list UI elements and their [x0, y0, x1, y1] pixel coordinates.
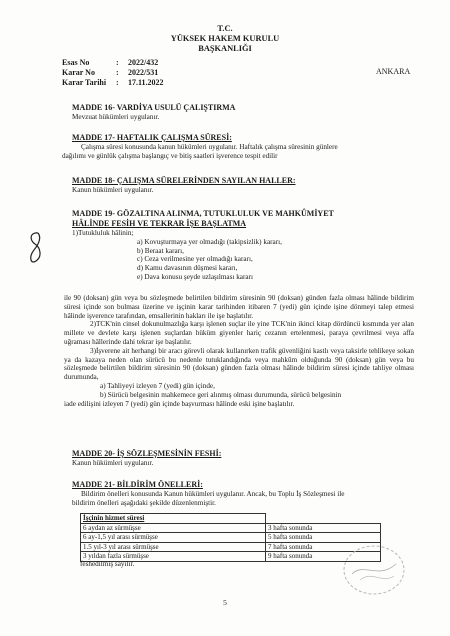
city: ANKARA: [376, 67, 411, 76]
article-19-para3-b2: iade edilişini izleyen 7 (yedi) gün içinde başvurması hâlinde eski işine başlatılır.: [64, 399, 295, 408]
article-17: [62, 133, 408, 161]
article-21-line2: bildirim önelleri aşağıdaki şekilde düzenlenmiştir.: [72, 498, 216, 507]
article-18-title: MADDE 18- ÇALIŞMA SÜRELERİNDEN SAYILAN HALLER:: [72, 176, 296, 185]
header-institution: YÜKSEK HAKEM KURULU: [170, 34, 280, 43]
article-19-body: [64, 294, 414, 408]
table-header-row: [81, 514, 381, 524]
article-20: [72, 449, 408, 468]
article-19-para2: 2)TCK'nin cinsel dokunulmazlığa karşı işlenen suçlar ile yine TCK'nin ikinci kitap dördüncü kısmında yer alan millete ve devlete karşı işlenen suçlardan hüküm giyenler hariç cezanın ertelenmesi, paraya çevrilmesi veya affa uğraması hâllerinde dahi tekrar işe başlatılır.: [64, 320, 414, 346]
article-19-item-c: c) Ceza verilmesine yer olmadığı kararı,: [137, 255, 253, 264]
stamp-icon: [338, 540, 410, 600]
article-17-line1: Çalışma süresi konusunda kanun hükümleri uygulanır. Haftalık çalışma süresinin günlere: [81, 143, 338, 151]
article-19-para3-a: a) Tahliyeyi izleyen 7 (yedi) gün içinde,: [100, 381, 215, 390]
article-19-item-b: b) Beraat kararı,: [137, 246, 184, 255]
table-header: İşçinin hizmet süresi: [81, 514, 266, 524]
page-number: 5: [223, 598, 227, 607]
article-20-text: Kanun hükümleri uygulanır.: [72, 459, 154, 467]
article-17-title: MADDE 17- HAFTALIK ÇALIŞMA SÜRESİ:: [72, 133, 232, 142]
article-19-item-a: a) Kovuşturmaya yer olmadığı (takipsizlik) kararı,: [137, 237, 282, 246]
article-21-line1: Bildirim önelleri konusunda Kanun hükümleri uygulanır. Ancak, bu Toplu İş Sözleşmesi ile: [81, 490, 345, 498]
article-16-title: MADDE 16- VARDİYA USULÜ ÇALIŞTIRMA: [72, 103, 236, 112]
article-18-text: Kanun hükümleri uygulanır.: [72, 186, 154, 194]
article-19: [72, 209, 408, 282]
header-tc: T.C.: [217, 24, 233, 33]
article-19-item-d: d) Kamu davasının düşmesi kararı,: [137, 264, 238, 273]
esas-value: 2022/432: [128, 58, 159, 67]
article-19-sub1: 1)Tutukluluk hâlinin;: [72, 229, 134, 237]
article-19-title-1: MADDE 19- GÖZALTINA ALINMA, TUTUKLULUK VE MAHKÛMİYET: [72, 209, 334, 218]
article-16: [72, 103, 408, 122]
case-meta: Esas No : 2022/432 Karar No : 2022/531 Karar Tarihi : 17.11.2022: [62, 58, 164, 87]
article-19-para3-b1: b) Sürücü belgesinin mahkemece geri alınmış olması durumunda, sürücü belgesinin: [100, 390, 342, 399]
handwritten-mark-icon: [26, 230, 46, 266]
article-19-title-2: HÂLİNDE FESİH VE TEKRAR İŞE BAŞLATMA: [72, 219, 247, 228]
article-20-title: MADDE 20- İŞ SÖZLEŞMESİNİN FESHİ:: [72, 449, 222, 458]
table-row: 3 yıldan fazla sürmüşse 9 hafta sonunda: [81, 552, 381, 562]
article-19-para3: 3)İşverene ait herhangi bir aracı görevli olarak kullanırken trafik güvenliğini kastlı veya taksirle tehlikeye sokan ya da kazaya neden olan sürücü bu nedenle tutuklandığında veya mahkûm olduğunda 90 (doksan) gün veya bu sözleşmede belirtilen bildirim süresinin 90 (doksan) günden fazla olması hâlinde bildirim süresi içinde tahliye olması durumunda,: [64, 346, 414, 382]
article-19-para1: ile 90 (doksan) gün veya bu sözleşmede belirtilen bildirim süresinin 90 (doksan) günden fazla olması hâlinde bildirim süresi içinde son bulması üzerine ve işçinin karar tarihinden itibaren 7 (yedi) gün içinde işine dönmeyi talep etmesi hâlinde işverence tarafından, emsallerinin hakları ile işe başlatılır.: [64, 294, 414, 320]
article-16-text: Mevzuat hükümleri uygulanır.: [72, 113, 160, 121]
header-department: BAŞKANLIĞI: [198, 44, 252, 53]
tarih-value: 17.11.2022: [128, 78, 164, 87]
article-21: [72, 480, 408, 508]
karar-label: Karar No: [62, 68, 95, 77]
article-18: [72, 176, 408, 195]
article-17-line2: dağılımı ve günlük çalışma başlangıç ve bitiş saatleri işverence tespit edilir: [62, 151, 278, 160]
karar-value: 2022/531: [128, 68, 159, 77]
article-19-item-e: e) Dava konusu şeyde uzlaşılması kararı: [137, 272, 253, 281]
article-21-after: feshedilmiş sayılır.: [80, 560, 135, 568]
esas-label: Esas No: [62, 58, 90, 67]
notice-period-table: [80, 513, 381, 562]
table-row: 6 ay-1,5 yıl arası sürmüşse 5 hafta sonunda: [81, 533, 381, 543]
table-row: 1.5 yıl-3 yıl arası sürmüşse 7 hafta sonunda: [81, 542, 381, 552]
tarih-label: Karar Tarihi: [62, 78, 107, 87]
table-row: 6 aydan az sürmüşse 3 hafta sonunda: [81, 523, 381, 533]
article-21-title: MADDE 21- BİLDİRİM ÖNELLERİ:: [72, 480, 203, 489]
